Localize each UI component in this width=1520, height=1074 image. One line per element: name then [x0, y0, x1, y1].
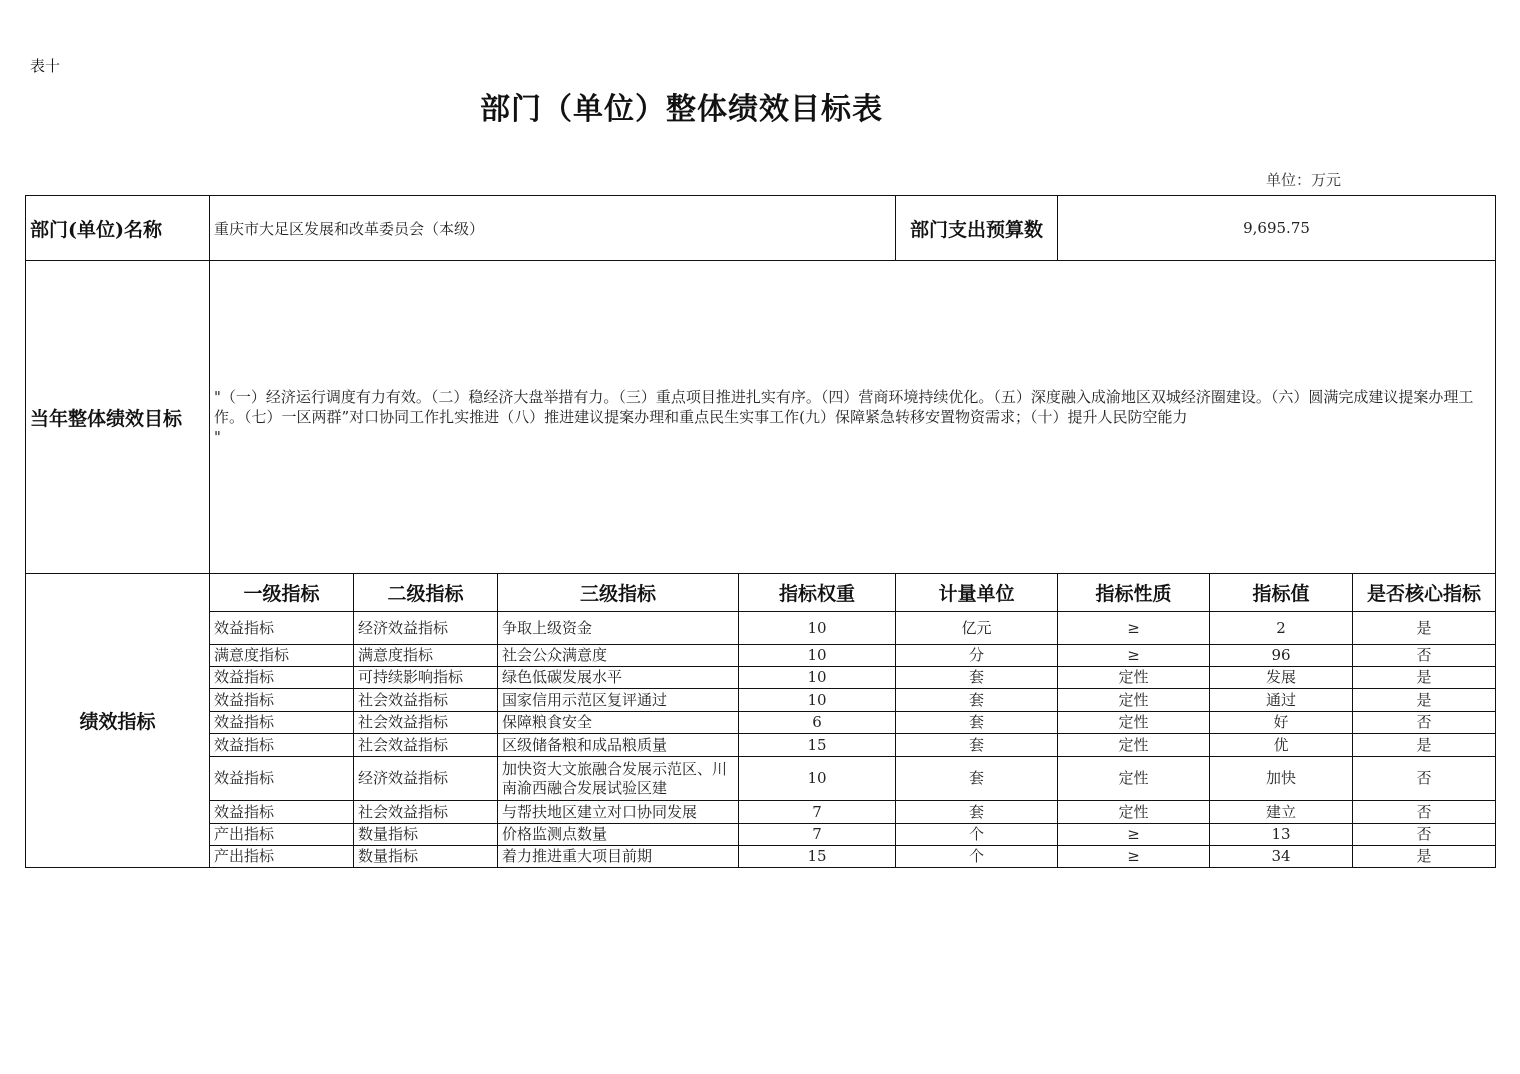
cell-level3: 价格监测点数量 [498, 824, 739, 846]
table-row [26, 712, 1496, 734]
cell-level2: 社会效益指标 [354, 712, 498, 734]
dept-name-value: 重庆市大足区发展和改革委员会（本级） [210, 196, 896, 261]
cell-level3: 加快资大文旅融合发展示范区、川南渝西融合发展试验区建 [498, 757, 739, 801]
cell-level1: 效益指标 [210, 667, 354, 689]
cell-value: 34 [1210, 846, 1353, 868]
column-header: 计量单位 [896, 574, 1058, 612]
cell-level3: 国家信用示范区复评通过 [498, 689, 739, 712]
cell-core: 否 [1353, 824, 1496, 846]
cell-level3: 争取上级资金 [498, 612, 739, 645]
cell-weight: 10 [739, 612, 896, 645]
cell-nature: 定性 [1058, 757, 1210, 801]
cell-level1: 效益指标 [210, 612, 354, 645]
cell-unit: 套 [896, 734, 1058, 757]
table-row [26, 645, 1496, 667]
dept-info-row [26, 196, 1496, 261]
column-header: 指标性质 [1058, 574, 1210, 612]
column-header: 二级指标 [354, 574, 498, 612]
cell-value: 加快 [1210, 757, 1353, 801]
cell-weight: 7 [739, 801, 896, 824]
cell-nature: 定性 [1058, 734, 1210, 757]
cell-nature: ≥ [1058, 824, 1210, 846]
cell-nature: 定性 [1058, 689, 1210, 712]
cell-level3: 社会公众满意度 [498, 645, 739, 667]
cell-value: 好 [1210, 712, 1353, 734]
performance-target-table [25, 195, 1496, 868]
cell-unit: 套 [896, 757, 1058, 801]
cell-core: 是 [1353, 734, 1496, 757]
table-row [26, 667, 1496, 689]
cell-value: 13 [1210, 824, 1353, 846]
cell-level1: 效益指标 [210, 757, 354, 801]
cell-level1: 效益指标 [210, 734, 354, 757]
cell-level2: 数量指标 [354, 824, 498, 846]
goal-row [26, 261, 1496, 574]
cell-core: 是 [1353, 846, 1496, 868]
cell-unit: 亿元 [896, 612, 1058, 645]
cell-unit: 个 [896, 846, 1058, 868]
column-header: 是否核心指标 [1353, 574, 1496, 612]
table-row [26, 846, 1496, 868]
cell-weight: 15 [739, 734, 896, 757]
cell-weight: 6 [739, 712, 896, 734]
cell-nature: ≥ [1058, 846, 1210, 868]
cell-weight: 10 [739, 667, 896, 689]
cell-unit: 套 [896, 689, 1058, 712]
goal-text: "（一）经济运行调度有力有效。（二）稳经济大盘举措有力。（三）重点项目推进扎实有序。（四）营商环境持续优化。（五）深度融入成渝地区双城经济圈建设。（六）圆满完成建议提案办理工作。（七）一区两群”对口协同工作扎实推进（八）推进建议提案办理和重点民生实事工作(九）保障紧急转移安置物资需求；（十）提升人民防空能力 " [210, 261, 1496, 574]
cell-core: 是 [1353, 689, 1496, 712]
cell-value: 2 [1210, 612, 1353, 645]
cell-nature: 定性 [1058, 801, 1210, 824]
cell-level1: 产出指标 [210, 824, 354, 846]
cell-level2: 社会效益指标 [354, 734, 498, 757]
cell-value: 建立 [1210, 801, 1353, 824]
cell-unit: 套 [896, 712, 1058, 734]
dept-name-label: 部门(单位)名称 [26, 196, 210, 261]
cell-unit: 套 [896, 801, 1058, 824]
cell-level1: 效益指标 [210, 689, 354, 712]
cell-nature: ≥ [1058, 612, 1210, 645]
cell-weight: 10 [739, 757, 896, 801]
cell-core: 是 [1353, 612, 1496, 645]
cell-level2: 可持续影响指标 [354, 667, 498, 689]
cell-value: 96 [1210, 645, 1353, 667]
goal-label: 当年整体绩效目标 [26, 261, 210, 574]
table-row [26, 824, 1496, 846]
cell-level2: 经济效益指标 [354, 612, 498, 645]
table-row [26, 612, 1496, 645]
table-number-label: 表十 [30, 57, 61, 75]
cell-level1: 效益指标 [210, 712, 354, 734]
cell-level3: 着力推进重大项目前期 [498, 846, 739, 868]
cell-value: 优 [1210, 734, 1353, 757]
table-row [26, 734, 1496, 757]
budget-value: 9,695.75 [1058, 196, 1496, 261]
cell-unit: 个 [896, 824, 1058, 846]
column-header: 指标权重 [739, 574, 896, 612]
cell-level2: 经济效益指标 [354, 757, 498, 801]
cell-weight: 15 [739, 846, 896, 868]
cell-nature: ≥ [1058, 645, 1210, 667]
cell-core: 否 [1353, 801, 1496, 824]
table-row [26, 757, 1496, 801]
table-row [26, 689, 1496, 712]
cell-level3: 绿色低碳发展水平 [498, 667, 739, 689]
cell-nature: 定性 [1058, 712, 1210, 734]
column-header: 一级指标 [210, 574, 354, 612]
cell-value: 通过 [1210, 689, 1353, 712]
table-row [26, 801, 1496, 824]
column-header: 三级指标 [498, 574, 739, 612]
cell-core: 否 [1353, 757, 1496, 801]
cell-weight: 10 [739, 689, 896, 712]
cell-weight: 10 [739, 645, 896, 667]
cell-level2: 社会效益指标 [354, 689, 498, 712]
cell-level1: 产出指标 [210, 846, 354, 868]
cell-level1: 满意度指标 [210, 645, 354, 667]
cell-level2: 社会效益指标 [354, 801, 498, 824]
cell-weight: 7 [739, 824, 896, 846]
unit-label: 单位：万元 [1266, 171, 1342, 189]
column-header: 指标值 [1210, 574, 1353, 612]
cell-level3: 保障粮食安全 [498, 712, 739, 734]
cell-level1: 效益指标 [210, 801, 354, 824]
indicator-section-label: 绩效指标 [26, 574, 210, 868]
indicator-header-row [26, 574, 1496, 612]
cell-level3: 区级储备粮和成品粮质量 [498, 734, 739, 757]
cell-core: 否 [1353, 645, 1496, 667]
page-title: 部门（单位）整体绩效目标表 [480, 92, 883, 127]
cell-unit: 套 [896, 667, 1058, 689]
cell-level2: 满意度指标 [354, 645, 498, 667]
cell-unit: 分 [896, 645, 1058, 667]
cell-value: 发展 [1210, 667, 1353, 689]
budget-label: 部门支出预算数 [896, 196, 1058, 261]
cell-level2: 数量指标 [354, 846, 498, 868]
cell-nature: 定性 [1058, 667, 1210, 689]
cell-core: 否 [1353, 712, 1496, 734]
cell-core: 是 [1353, 667, 1496, 689]
cell-level3: 与帮扶地区建立对口协同发展 [498, 801, 739, 824]
